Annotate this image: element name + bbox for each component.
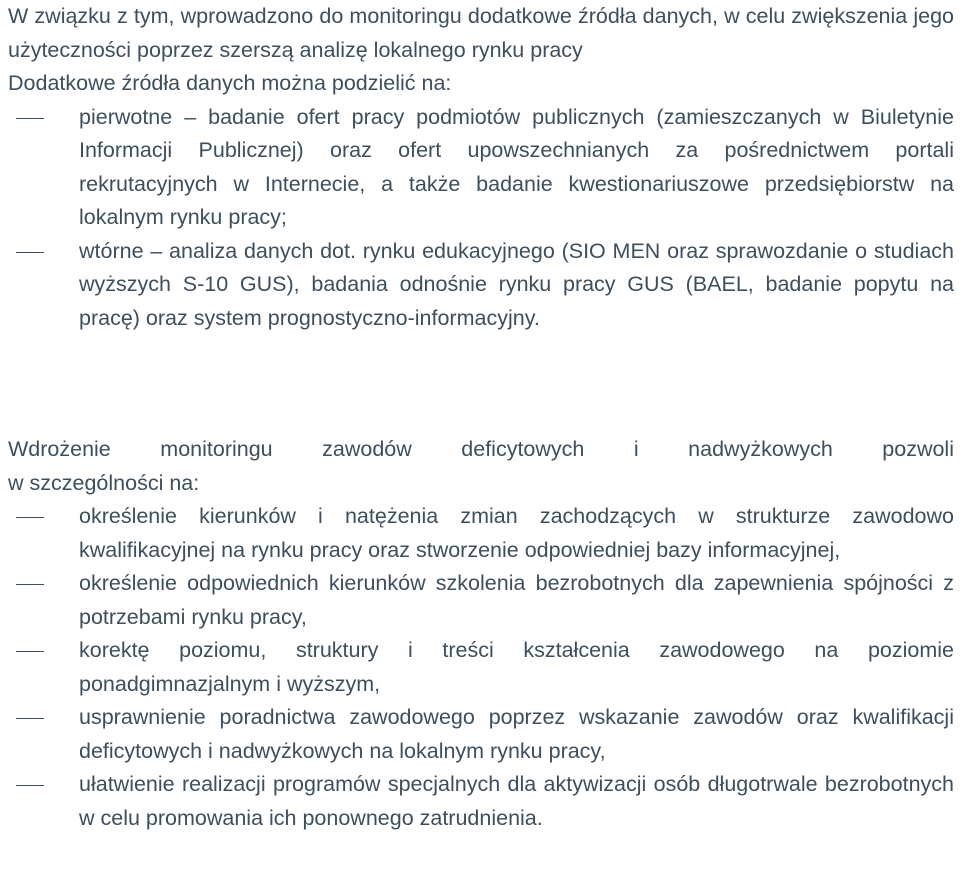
list-item	[8, 768, 954, 835]
list-item-text: określenie kierunków i natężenia zmian zachodzących w strukturze zawodowo kwalifikacyjnej na rynku pracy oraz stworzenie odpowiedniej bazy informacyjnej,	[79, 504, 954, 562]
paragraph-benefits-intro-cont: w szczególności na:	[8, 470, 200, 495]
dash-bullet-icon	[16, 584, 44, 585]
dash-bullet-icon	[16, 785, 44, 786]
section-monitoring-benefits	[8, 433, 954, 835]
sources-list	[8, 101, 954, 336]
benefits-list	[8, 500, 954, 835]
paragraph-intro: W związku z tym, wprowadzono do monitoringu dodatkowe źródła danych, w celu zwiększenia jego użyteczności poprzez szerszą analizę lokalnego rynku pracy	[8, 4, 954, 62]
list-item	[8, 567, 954, 634]
dash-bullet-icon	[16, 651, 44, 652]
list-item-text: korektę poziomu, struktury i treści kształcenia zawodowego na poziomie ponadgimnazjalnym i wyższym,	[79, 638, 954, 696]
dash-bullet-icon	[16, 252, 44, 253]
paragraph-sources-division: Dodatkowe źródła danych można podzielić na:	[8, 71, 452, 95]
list-item-text: pierwotne – badanie ofert pracy podmiotów publicznych (zamieszczanych w Biuletynie Informacji Publicznej) oraz ofert upowszechnianych za pośrednictwem portali rekrutacyjnych w Internecie, a także badanie kwestionariuszowe przedsiębiorstw na lokalnym rynku pracy;	[79, 104, 954, 229]
list-item-text: usprawnienie poradnictwa zawodowego poprzez wskazanie zawodów oraz kwalifikacji deficytowych i nadwyżkowych na lokalnym rynku pracy,	[79, 705, 954, 763]
section-additional-sources	[8, 0, 954, 335]
paragraph-benefits-intro: Wdrożenie monitoringu zawodów deficytowych i nadwyżkowych pozwoli	[8, 437, 954, 461]
dash-bullet-icon	[16, 517, 44, 518]
list-item-secondary-sources	[8, 235, 954, 336]
list-item-primary-sources	[8, 101, 954, 235]
list-item-text: ułatwienie realizacji programów specjalnych dla aktywizacji osób długotrwale bezrobotnych w celu promowania ich ponownego zatrudnienia.	[79, 772, 954, 830]
dash-bullet-icon	[16, 718, 44, 719]
list-item	[8, 701, 954, 768]
dash-bullet-icon	[16, 118, 44, 119]
list-item-text: wtórne – analiza danych dot. rynku edukacyjnego (SIO MEN oraz sprawozdanie o studiach wyższych S-10 GUS), badania odnośnie rynku pracy GUS (BAEL, badanie popytu na pracę) oraz system prognostyczno-informacyjny.	[79, 238, 954, 330]
list-item	[8, 500, 954, 567]
list-item	[8, 634, 954, 701]
list-item-text: określenie odpowiednich kierunków szkolenia bezrobotnych dla zapewnienia spójności z potrzebami rynku pracy,	[79, 571, 954, 629]
